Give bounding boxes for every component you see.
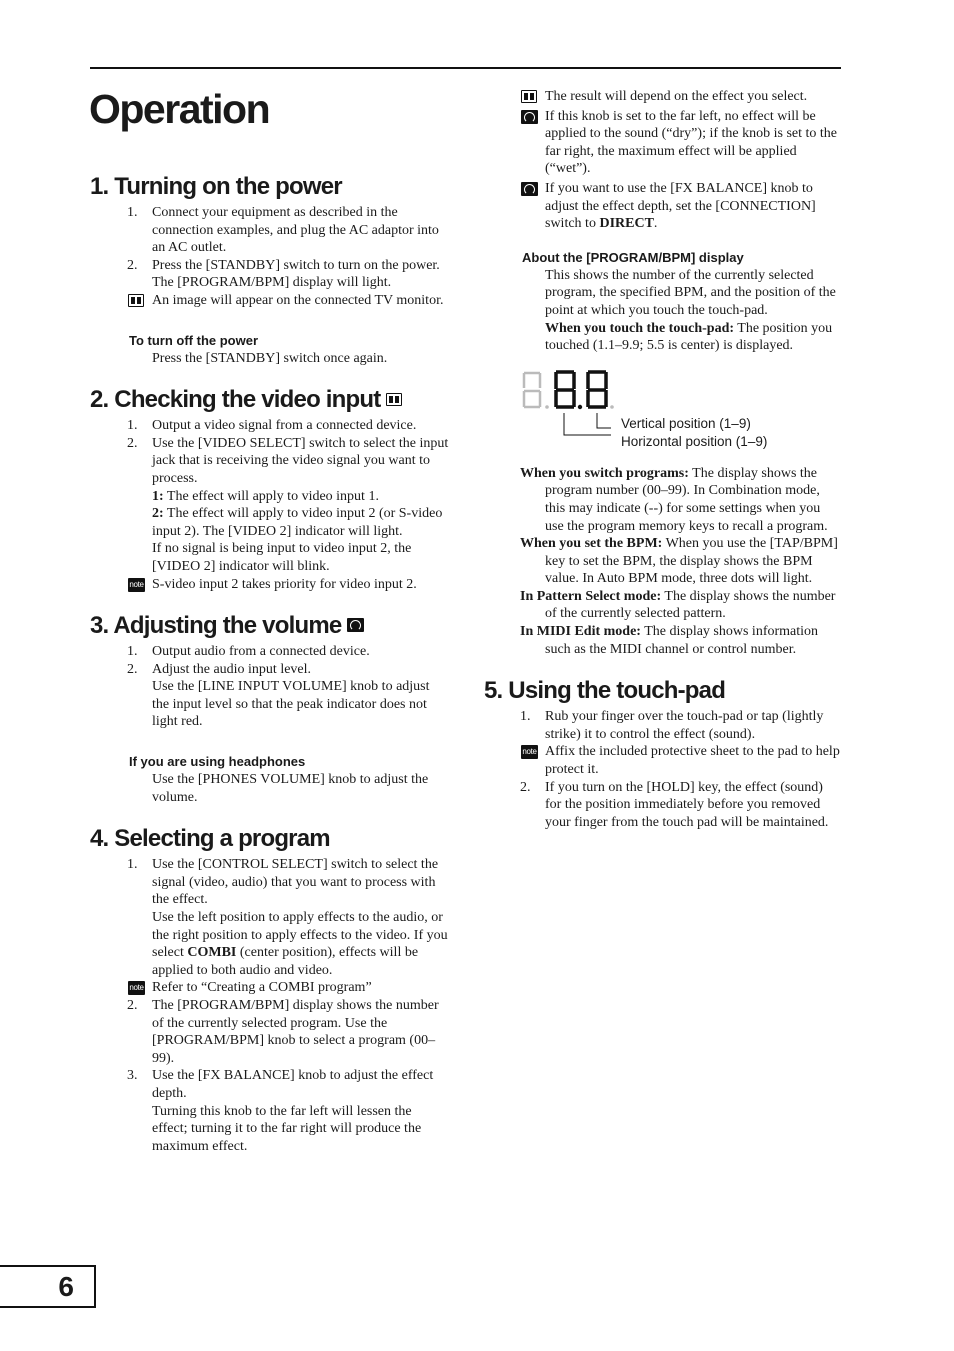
- decimal-point: [578, 405, 582, 409]
- decimal-point-unlit: [610, 405, 614, 409]
- figure-label-horizontal: Horizontal position (1–9): [621, 433, 768, 449]
- item-text: Output a video signal from a connected device.: [152, 418, 417, 434]
- note: [520, 743, 842, 778]
- option-1: [90, 488, 450, 506]
- headphones-icon: [521, 110, 538, 124]
- text-bold: In MIDI Edit mode:: [520, 624, 641, 640]
- page-number: 6: [58, 1271, 74, 1302]
- paragraph: This shows the number of the currently selected program, the specified BPM, and the position of the point at which you touch the touch-pad.: [545, 267, 836, 318]
- page-number-box: [0, 1265, 96, 1308]
- note-text: Affix the included protective sheet to the pad to help protect it.: [545, 744, 840, 778]
- heading-text: 3. Adjusting the volume: [90, 612, 342, 640]
- section-selecting-program: [90, 822, 450, 1155]
- note-text: If this knob is set to the far left, no effect will be applied to the sound (“dry”); if the knob is set to the far right, the maximum effect will be applied (“wet”).: [545, 108, 837, 177]
- section-checking-video-input: [90, 383, 450, 593]
- paragraph: Press the [STANDBY] switch once again.: [152, 350, 388, 366]
- digit-unlit: [524, 373, 549, 409]
- text-part: When you use the [TAP/BPM] key to set the BPM, the display shows the BPM value. In Auto BPM mode, three dots will light.: [545, 536, 838, 587]
- figure-label-vertical: Vertical position (1–9): [621, 415, 751, 431]
- paragraph: Turning this knob to the far left will lessen the effect; turning it to the far right will produce the maximum effect.: [152, 1103, 422, 1154]
- section-using-touch-pad: [484, 674, 842, 831]
- item-text: Use the [VIDEO SELECT] switch to select the input jack that is receiving the video signal you want to process.: [152, 435, 449, 486]
- list-item: [90, 257, 450, 292]
- note-text: An image will appear on the connected TV monitor.: [152, 292, 444, 308]
- paragraph: Use the [LINE INPUT VOLUME] knob to adjust the input level so that the peak indicator does not light red.: [152, 679, 430, 730]
- item-text: Use the [CONTROL SELECT] switch to select the signal (video, audio) that you want to process with the effect.: [152, 857, 439, 908]
- section-heading: 1. Turning on the power: [90, 173, 342, 200]
- paragraph: If no signal is being input to video input 2, the [VIDEO 2] indicator will blink.: [152, 541, 412, 574]
- paragraph: Use the [PHONES VOLUME] knob to adjust the volume.: [152, 772, 429, 805]
- item-number: 2.: [127, 661, 138, 677]
- text-part: .: [653, 216, 658, 232]
- text-part: Use the left position to apply effects to the audio, or the right position to apply effects to the video. If you select: [152, 910, 448, 961]
- text-bold: COMBI: [187, 945, 237, 961]
- item-text: The [PROGRAM/BPM] display shows the number of the currently selected program. Use the [PROGRAM/BPM] knob to select a program (00–99).: [152, 998, 439, 1066]
- list-item: [90, 856, 450, 909]
- text-part: The display shows information such as the MIDI channel or control number.: [545, 624, 819, 657]
- text-bold: When you switch programs:: [520, 465, 689, 481]
- subheading: If you are using headphones: [129, 754, 306, 770]
- section-heading: 5. Using the touch-pad: [484, 677, 726, 705]
- note-text: Refer to “Creating a COMBI program”: [152, 980, 372, 996]
- text-bold: In Pattern Select mode:: [520, 588, 662, 604]
- item-number: 2.: [127, 257, 138, 273]
- tv-monitor-icon: [386, 393, 402, 406]
- paragraph: [520, 623, 842, 658]
- note-headphones: [520, 108, 842, 178]
- text-bold: When you set the BPM:: [520, 536, 663, 552]
- list-item: [90, 661, 450, 679]
- list-item: [520, 779, 842, 832]
- heading-text: 2. Checking the video input: [90, 386, 381, 414]
- item-number: 1.: [127, 418, 138, 434]
- list-item: [90, 204, 450, 257]
- headphones-icon: [347, 618, 364, 632]
- text-part: The position you touched (1.1–9.9; 5.5 is center) is displayed.: [545, 320, 833, 354]
- item-text: Rub your finger over the touch-pad or tap (lightly strike) it to control the effect (sound).: [545, 709, 824, 742]
- note-tv: [520, 88, 842, 106]
- note: [90, 979, 450, 997]
- item-number: 1.: [520, 709, 531, 725]
- item-number: 2.: [127, 998, 138, 1013]
- item-text: Connect your equipment as described in the connection examples, and plug the AC adaptor into an AC outlet.: [152, 205, 439, 256]
- paragraph: [520, 320, 842, 355]
- paragraph: [520, 588, 842, 623]
- list-item: [90, 643, 450, 661]
- subheading: About the [PROGRAM/BPM] display: [522, 249, 744, 265]
- list-item: [90, 1067, 450, 1102]
- tv-monitor-icon: [521, 90, 537, 103]
- digit-lit-1: [556, 372, 574, 407]
- note-tv: [90, 292, 450, 310]
- right-column: [484, 88, 842, 831]
- text-part: (center position), effects will be applied to both audio and video.: [152, 945, 419, 978]
- note-icon: note: [521, 745, 538, 759]
- item-number: 1.: [127, 644, 138, 660]
- section-heading: [90, 383, 450, 417]
- display-figure: [520, 365, 842, 457]
- note: [90, 576, 450, 594]
- item-text: Use the [FX BALANCE] knob to adjust the effect depth.: [152, 1068, 434, 1101]
- note-icon: note: [128, 981, 145, 995]
- note-text: S-video input 2 takes priority for video input 2.: [152, 576, 417, 592]
- item-text: Press the [STANDBY] switch to turn on the power. The [PROGRAM/BPM] display will light.: [152, 257, 440, 291]
- text-part: The display shows the program number (00–99). In Combination mode, this may indicate (--) for some settings when you use the program memory keys to recall a program.: [545, 465, 828, 534]
- item-number: 2.: [520, 779, 531, 795]
- item-number: 1.: [127, 857, 138, 873]
- page-title: Operation: [89, 86, 270, 132]
- item-number: 2.: [127, 435, 138, 451]
- item-text: Output audio from a connected device.: [152, 644, 370, 660]
- note-headphones: [520, 180, 842, 233]
- option-label: 2:: [152, 506, 164, 522]
- text-bold: When you touch the touch-pad:: [545, 320, 735, 336]
- paragraph: [520, 535, 842, 588]
- top-rule: [90, 67, 841, 69]
- list-item: [90, 435, 450, 488]
- note-icon: note: [128, 578, 145, 592]
- section-adjusting-volume: [90, 609, 450, 806]
- list-item: [90, 997, 450, 1067]
- item-text: Adjust the audio input level.: [152, 661, 312, 677]
- option-text: The effect will apply to video input 1.: [166, 488, 379, 504]
- section-heading: 4. Selecting a program: [90, 825, 330, 853]
- digit-lit-2: [588, 372, 606, 407]
- item-text: If you turn on the [HOLD] key, the effect (sound) for the position immediately before you removed your finger from the touch pad will be maintained.: [545, 779, 829, 830]
- item-number: 1.: [127, 205, 138, 220]
- item-number: 3.: [127, 1068, 138, 1084]
- leader-horizontal: [564, 413, 611, 435]
- list-item: [520, 708, 842, 743]
- leader-vertical: [597, 413, 611, 428]
- subheading: To turn off the power: [129, 332, 259, 348]
- note-text: The result will depend on the effect you select.: [545, 89, 808, 104]
- headphones-icon: [521, 182, 538, 196]
- note-text: If you want to use the [FX BALANCE] knob to adjust the effect depth, set the [CONNECTION] switch to: [545, 180, 816, 232]
- section-turning-on-power: [90, 170, 450, 367]
- left-column: [90, 170, 450, 1155]
- text-part: The display shows the number of the currently selected pattern.: [545, 588, 836, 622]
- option-label: 1:: [152, 488, 164, 504]
- section-heading: [90, 609, 450, 643]
- text-bold: DIRECT: [599, 216, 654, 232]
- option-text: The effect will apply to video input 2 (or S-video input 2). The [VIDEO 2] indicator will light.: [152, 506, 443, 539]
- tv-monitor-icon: [128, 294, 144, 307]
- list-item: [90, 417, 450, 435]
- paragraph: [90, 909, 450, 979]
- paragraph: [520, 465, 842, 535]
- option-2: [90, 505, 450, 540]
